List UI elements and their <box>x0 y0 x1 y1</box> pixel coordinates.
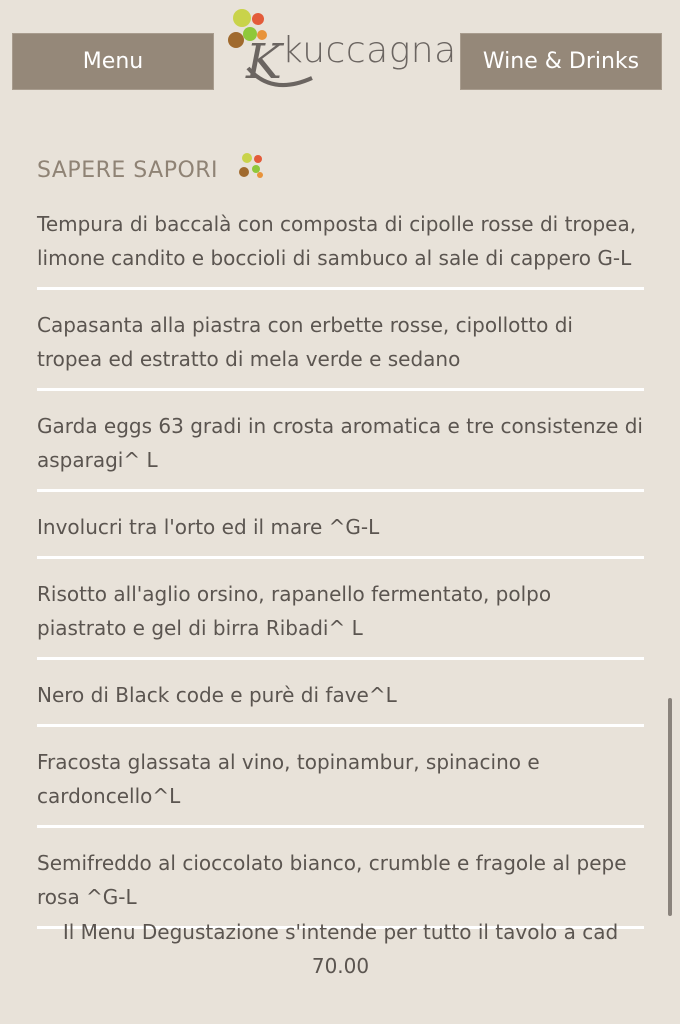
svg-text:K: K <box>246 34 282 90</box>
dish-item: Semifreddo al cioccolato bianco, crumble e fragole al pepe rosa ^G-L <box>37 842 644 929</box>
scrollbar[interactable] <box>668 698 672 916</box>
tasting-menu-note: Il Menu Degustazione s'intende per tutto il tavolo a cad 70.00 <box>62 920 619 978</box>
dish-item: Capasanta alla piastra con erbette rosse, cipollotto di tropea ed estratto di mela verde e sedano <box>37 304 644 391</box>
section-title-text: SAPERE SAPORI <box>37 157 219 183</box>
dish-item: Involucri tra l'orto ed il mare ^G-L <box>37 506 644 559</box>
dish-item: Risotto all'aglio orsino, rapanello fermentato, polpo piastrato e gel di birra Ribadi^ L <box>37 573 644 660</box>
logo[interactable] <box>224 4 457 94</box>
dish-item: Fracosta glassata al vino, topinambur, spinacino e cardoncello^L <box>37 741 644 828</box>
colored-dots-icon <box>238 151 268 181</box>
dish-item: Tempura di baccalà con composta di cipolle rosse di tropea, limone candito e boccioli di sambuco al sale di cappero G-L <box>37 203 644 290</box>
logo-text: kuccagna <box>282 30 457 71</box>
dish-item: Nero di Black code e purè di fave^L <box>37 674 644 727</box>
dish-list <box>37 203 644 943</box>
header <box>0 0 680 110</box>
section-title <box>37 155 268 185</box>
menu-button[interactable]: Menu <box>12 33 214 90</box>
dish-item: Garda eggs 63 gradi in crosta aromatica e tre consistenze di asparagi^ L <box>37 405 644 492</box>
wine-drinks-button[interactable]: Wine & Drinks <box>460 33 662 90</box>
